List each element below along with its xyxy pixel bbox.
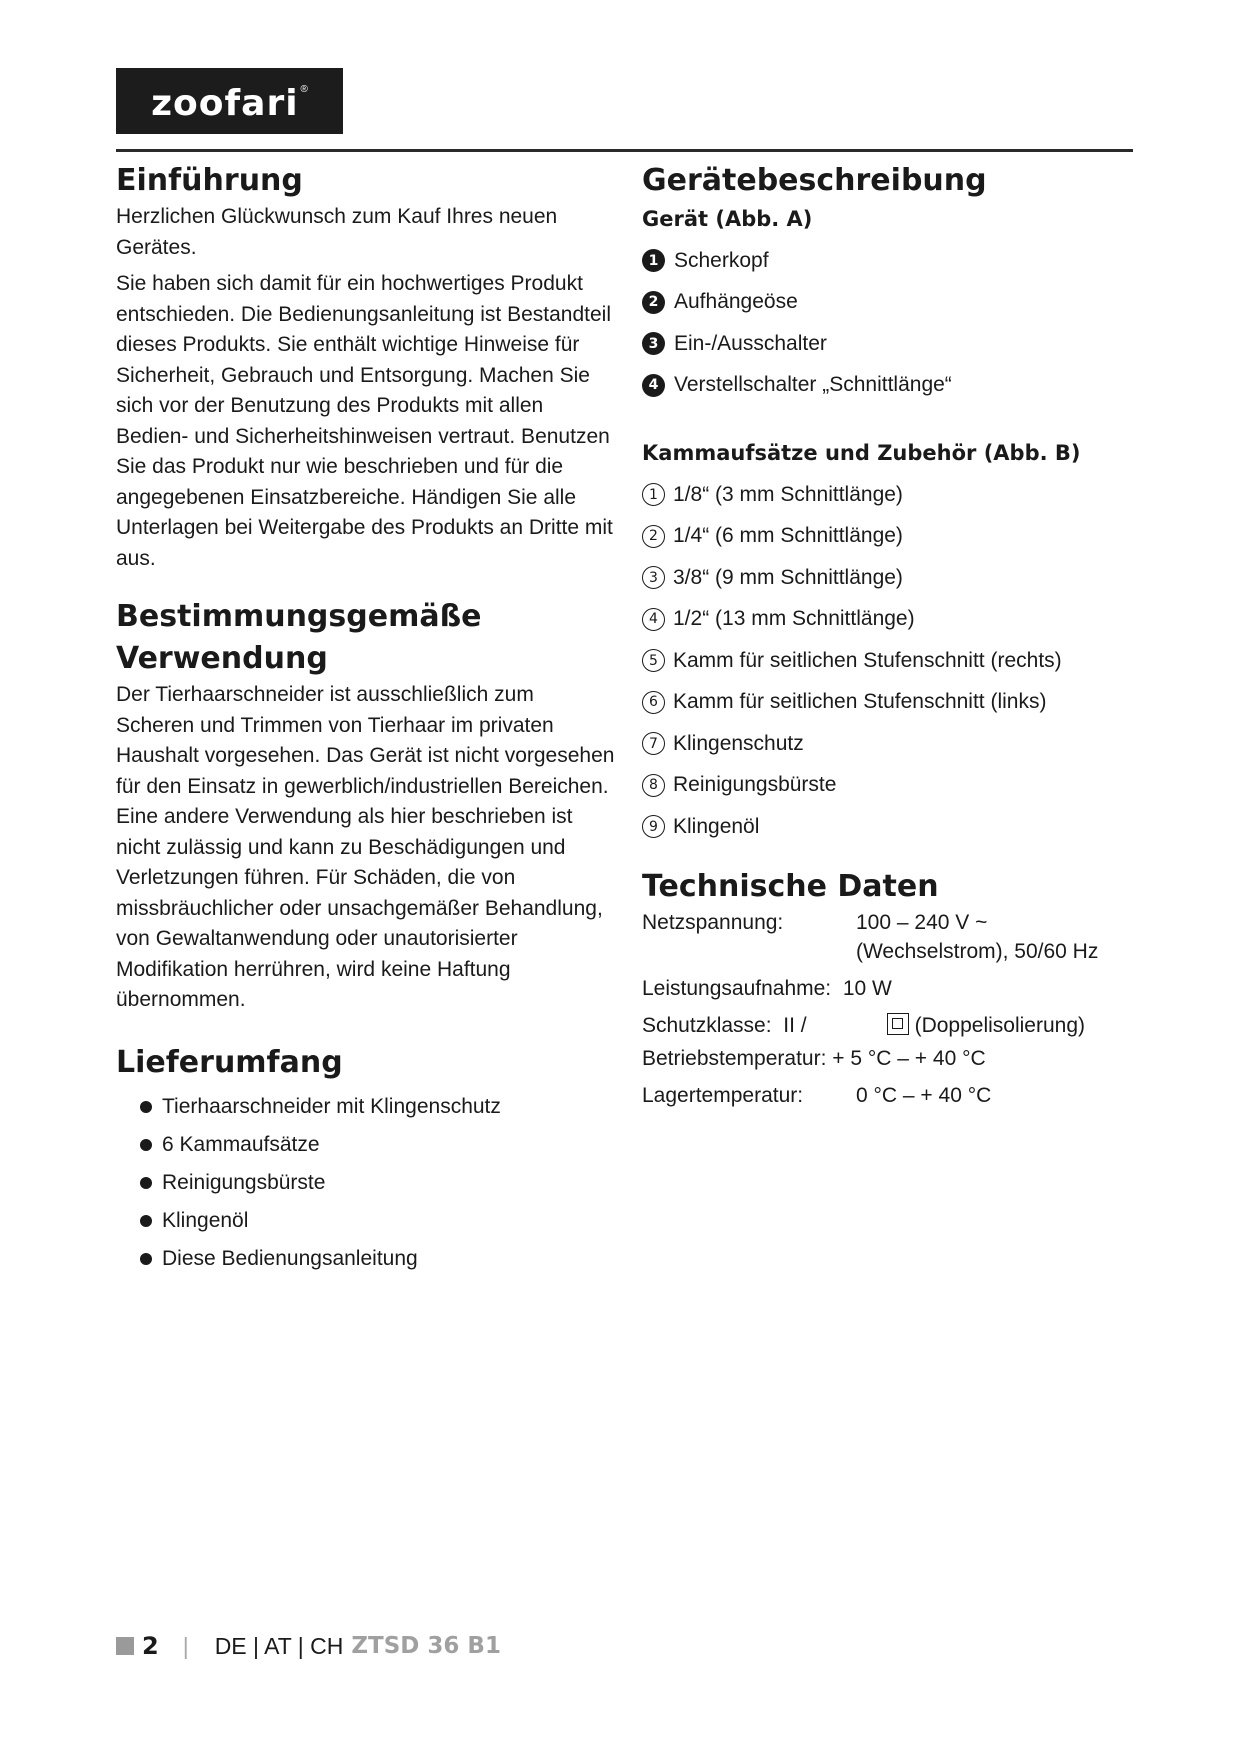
scope-list — [116, 1088, 616, 1278]
circled-number-icon: 7 — [642, 732, 665, 755]
tech-heading: Technische Daten — [642, 868, 939, 904]
number-badge-icon: 4 — [642, 374, 665, 397]
tech-value: 10 W — [842, 976, 892, 1000]
accessory-item: 4 1/2“ (13 mm Schnittlänge) — [642, 599, 1142, 641]
tech-note: (Doppelisolierung) — [914, 1013, 1085, 1037]
double-insulation-icon — [887, 1013, 909, 1035]
footer-countries: DE | AT | CH — [214, 1632, 344, 1659]
accessory-item: 6 Kamm für seitlichen Stufenschnitt (links) — [642, 682, 1142, 724]
tech-label: Betriebstemperatur: — [642, 1046, 827, 1070]
tech-row — [642, 908, 1098, 966]
circled-number-icon: 2 — [642, 525, 665, 548]
circled-number-icon: 6 — [642, 691, 665, 714]
intended-use-heading-line1: Bestimmungsgemäße — [116, 599, 482, 634]
accessory-item: 2 1/4“ (6 mm Schnittlänge) — [642, 516, 1142, 558]
tech-value: II / — [783, 1013, 807, 1037]
scope-item: Klingenöl — [140, 1202, 616, 1240]
device-part: 4 Verstellschalter „Schnittlänge“ — [642, 365, 1142, 407]
circled-number-icon: 3 — [642, 566, 665, 589]
accessory-item: 8 Reinigungsbürste — [642, 765, 1142, 807]
tech-row — [642, 966, 1098, 1003]
brand-logo — [116, 68, 343, 134]
accessory-item: 1 1/8“ (3 mm Schnittlänge) — [642, 474, 1142, 516]
intro-paragraph-1: Herzlichen Glückwunsch zum Kauf Ihres neuen Gerätes. — [116, 205, 558, 259]
device-subheading-b: Kammaufsätze und Zubehör (Abb. B) — [642, 441, 1081, 465]
header-rule — [116, 149, 1133, 152]
device-part: 2 Aufhängeöse — [642, 282, 1142, 324]
tech-value: 0 °C – + 40 °C — [856, 1083, 992, 1107]
bullet-icon — [140, 1139, 152, 1151]
right-column — [642, 160, 1142, 1110]
tech-row — [642, 1040, 1098, 1073]
intended-use-text: Der Tierhaarschneider ist ausschließlich zum Scheren und Trimmen von Tierhaar im privaten Haushalt vorgesehen. Das Gerät ist nicht vorgesehen für den Einsatz in gewerblich/industriellen Bereichen. Eine andere Verwendung als hier beschrieben ist nicht zulässig und kann zu Beschädigungen und Verletzungen führen. Für Schäden, die von missbräuchlicher oder unsachgemäßer Behandlung, von Gewaltanwendung oder unautorisierter Modifikation herrühren, wird keine Haftung übernommen. — [116, 683, 615, 1011]
scope-heading: Lieferumfang — [116, 1044, 343, 1080]
tech-row — [642, 1003, 1098, 1040]
tech-label: Leistungsaufnahme: — [642, 976, 832, 1000]
bullet-icon — [140, 1253, 152, 1265]
accessory-item: 3 3/8“ (9 mm Schnittlänge) — [642, 557, 1142, 599]
tech-row — [642, 1073, 1098, 1110]
intended-use-heading-line2: Verwendung — [116, 641, 328, 676]
circled-number-icon: 8 — [642, 774, 665, 797]
circled-number-icon: 9 — [642, 815, 665, 838]
accessory-item: 9 Klingenöl — [642, 806, 1142, 848]
footer-square-icon — [116, 1637, 134, 1655]
footer-separator: | — [182, 1632, 189, 1659]
page-footer — [116, 1632, 501, 1660]
accessory-item: 5 Kamm für seitlichen Stufenschnitt (rechts) — [642, 640, 1142, 682]
logo-text: zoofari — [151, 82, 299, 124]
intro-paragraph-2: Sie haben sich damit für ein hochwertiges Produkt entschieden. Die Bedienungsanleitung ist Bestandteil dieses Produkts. Sie enthält wichtige Hinweise für Sicherheit, Gebrauch und Entsorgung. Machen Sie sich vor der Benutzung des Produkts mit allen Bedien- und Sicherheitshinweisen vertraut. Benutzen Sie das Produkt nur wie beschrieben und für die angegebenen Einsatzbereiche. Händigen Sie alle Unterlagen bei Weitergabe des Produkts an Dritte mit aus. — [116, 272, 613, 570]
circled-number-icon: 5 — [642, 649, 665, 672]
device-part: 3 Ein-/Ausschalter — [642, 323, 1142, 365]
scope-item: Diese Bedienungsanleitung — [140, 1240, 616, 1278]
bullet-icon — [140, 1215, 152, 1227]
bullet-icon — [140, 1101, 152, 1113]
page-number: 2 — [142, 1632, 159, 1660]
device-subheading-a: Gerät (Abb. A) — [642, 207, 813, 231]
number-badge-icon: 1 — [642, 249, 665, 272]
accessory-item: 7 Klingenschutz — [642, 723, 1142, 765]
device-heading: Gerätebeschreibung — [642, 163, 987, 198]
tech-table — [642, 908, 1098, 1110]
registered-mark: ® — [300, 83, 308, 95]
intro-heading: Einführung — [116, 163, 303, 198]
tech-value: + 5 °C – + 40 °C — [832, 1046, 986, 1070]
scope-item: Tierhaarschneider mit Klingenschutz — [140, 1088, 616, 1126]
tech-value: 100 – 240 V ~ (Wechselstrom), 50/60 Hz — [856, 910, 1099, 963]
scope-item: Reinigungsbürste — [140, 1164, 616, 1202]
circled-number-icon: 1 — [642, 483, 665, 506]
circled-number-icon: 4 — [642, 608, 665, 631]
number-badge-icon: 2 — [642, 291, 665, 314]
tech-label: Schutzklasse: — [642, 1013, 772, 1037]
number-badge-icon: 3 — [642, 332, 665, 355]
tech-label: Lagertemperatur: — [642, 1083, 804, 1107]
device-part: 1 Scherkopf — [642, 240, 1142, 282]
left-column — [116, 160, 616, 1278]
tech-label: Netzspannung: — [642, 910, 784, 934]
scope-item: 6 Kammaufsätze — [140, 1126, 616, 1164]
bullet-icon — [140, 1177, 152, 1189]
footer-model: ZTSD 36 B1 — [351, 1633, 501, 1659]
